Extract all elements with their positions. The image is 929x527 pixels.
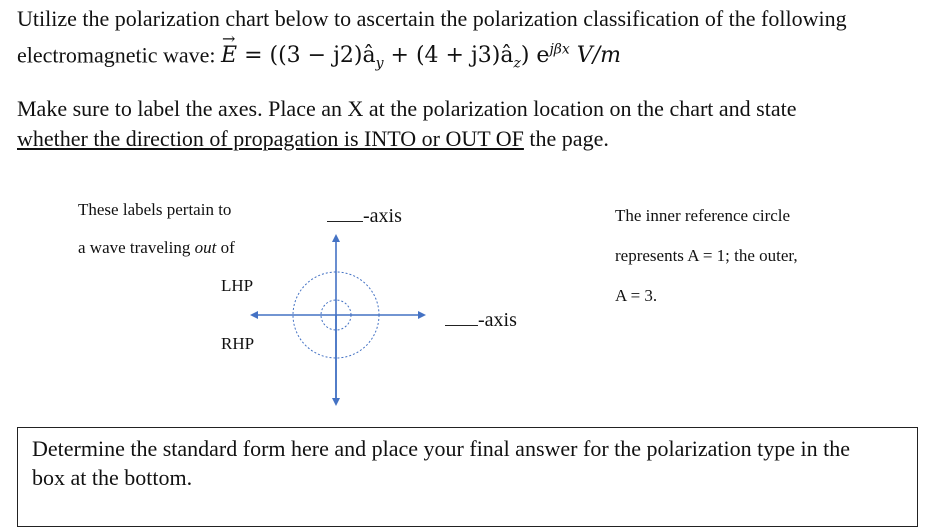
right-note-line-3: A = 3. [615,286,658,305]
answer-box-line-1: Determine the standard form here and place your final answer for the polarization type in the [32,436,850,461]
lhp-label: LHP [221,276,254,295]
left-note-out: out [194,238,217,257]
question-line-2 [17,29,621,72]
instructions-line-1: Make sure to label the axes. Place an X at the polarization location on the chart and state [17,96,797,121]
question-line-1: Utilize the polarization chart below to ascertain the polarization classification of the following [17,6,847,31]
horizontal-axis-label: -axis [445,309,517,332]
rhp-label: RHP [221,334,255,353]
answer-box-line-2: box at the bottom. [32,465,193,490]
vertical-axis-label: -axis [327,205,402,228]
right-note-line-1: The inner reference circle [615,206,791,225]
left-note-line-2: a wave traveling out of [78,238,235,257]
horizontal-axis-blank[interactable] [445,325,478,326]
left-note-line-1: These labels pertain to [78,200,232,219]
equation: → $E = ((3 - j2)â_y + (4$ + $j3)â_z$) $e^{j\beta x}$ V/m [221,29,621,72]
vertical-axis-blank[interactable] [327,221,363,222]
polarization-chart[interactable] [240,228,440,413]
instructions-line-2 [17,126,609,152]
answer-box[interactable] [17,427,918,527]
e-vector-symbol: → E [221,29,238,69]
instructions-underlined: whether the direction of propagation is INTO or OUT OF [17,126,524,151]
question-line-2-prefix: electromagnetic wave: [17,42,222,68]
instructions-tail: the page. [523,126,609,151]
right-note-line-2: represents A = 1; the outer, [615,246,798,265]
